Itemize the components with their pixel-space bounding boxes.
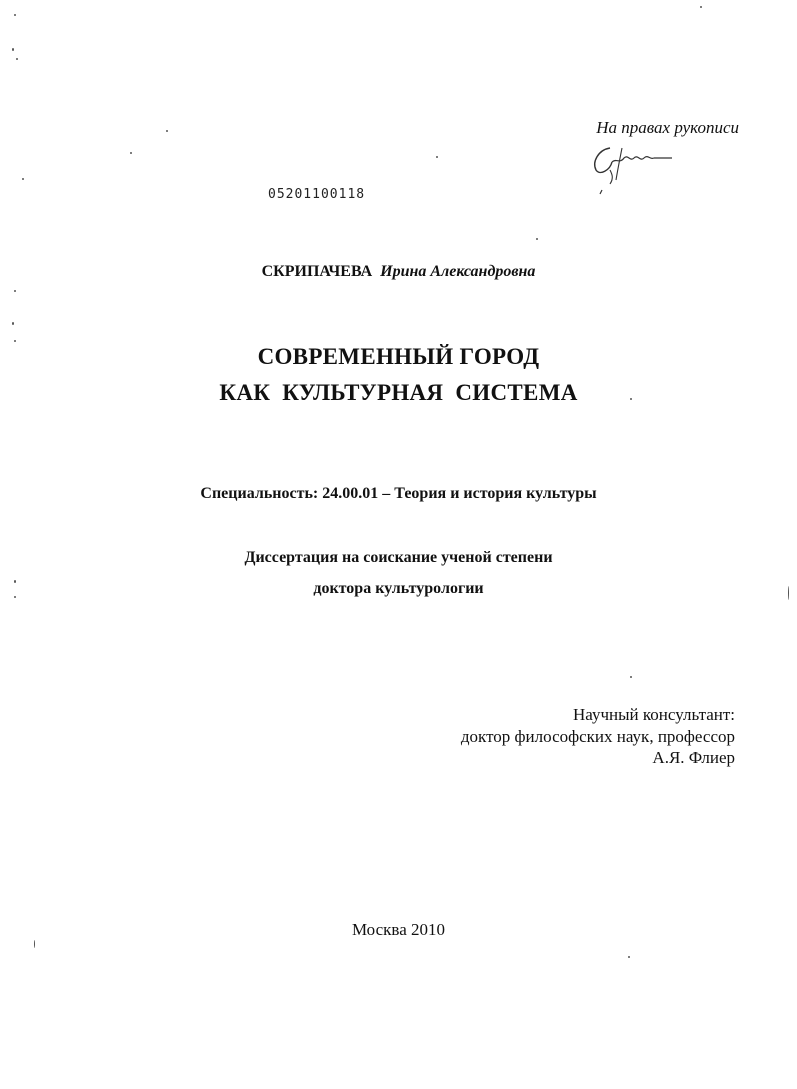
degree-line-2: доктора культурологии (313, 580, 484, 597)
specialty-line: Специальность: 24.00.01 – Теория и история культуры (200, 485, 597, 502)
scan-speck (34, 940, 35, 948)
handwritten-signature (586, 140, 678, 196)
advisor-role: Научный консультант: (573, 705, 735, 724)
scan-speck (130, 152, 132, 154)
manuscript-rights-note: На правах рукописи (596, 118, 739, 137)
scan-speck (14, 580, 16, 583)
author-name (0, 263, 797, 281)
scan-speck (630, 676, 632, 678)
scan-speck (14, 596, 16, 598)
scan-speck (700, 6, 702, 8)
registration-code: 05201100118 (268, 187, 366, 202)
city-year: Москва 2010 (351, 920, 446, 939)
author-surname: СКРИПАЧЕВА (261, 263, 373, 280)
scan-speck (22, 178, 24, 180)
scan-speck (436, 156, 438, 158)
scan-speck (12, 322, 14, 325)
advisor-credentials: доктор философских наук, профессор (460, 727, 735, 746)
author-given-names: Ирина Александровна (380, 263, 536, 280)
scan-speck (628, 956, 630, 958)
dissertation-title-line-2: КАК КУЛЬТУРНАЯ СИСТЕМА (219, 380, 578, 405)
scan-speck (630, 398, 632, 400)
dissertation-title-line-1: СОВРЕМЕННЫЙ ГОРОД (257, 344, 540, 369)
scan-speck (166, 130, 168, 132)
scan-speck (14, 290, 16, 292)
degree-line-1: Диссертация на соискание ученой степени (244, 549, 553, 566)
scan-speck (14, 340, 16, 342)
scan-speck (788, 586, 789, 600)
scan-speck (12, 48, 14, 51)
scan-speck (14, 14, 16, 16)
advisor-name: А.Я. Флиер (652, 748, 735, 767)
scan-speck (536, 238, 538, 240)
scan-speck (16, 58, 18, 60)
